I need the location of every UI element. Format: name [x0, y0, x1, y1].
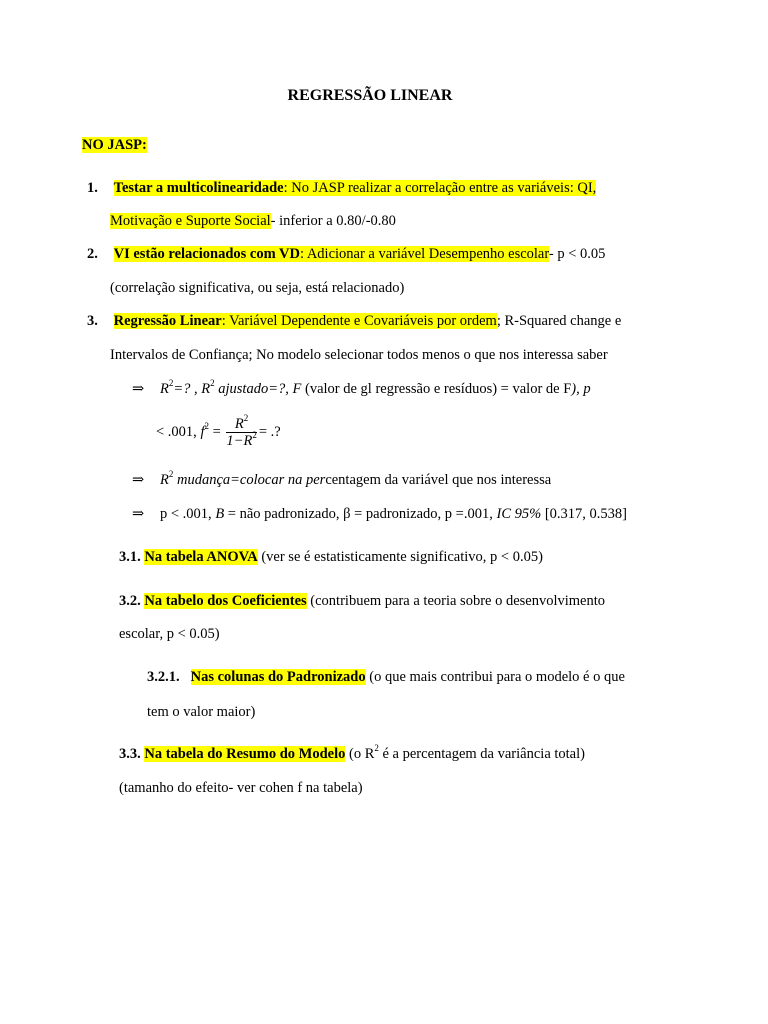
- superscript: 2: [374, 743, 379, 753]
- item-text: : Variável Dependente e Covariáveis por ordem: [221, 313, 497, 329]
- superscript: 2: [210, 378, 215, 388]
- subsection-text: é a percentagem da variância total): [382, 746, 585, 762]
- subsection-text: (ver se é estatisticamente significativo, p < 0.05): [261, 549, 543, 565]
- subsection-3-2-1: [147, 668, 625, 686]
- superscript: 2: [252, 430, 257, 441]
- superscript: 2: [204, 421, 209, 431]
- list-item-3-line2: Intervalos de Confiança; No modelo selecionar todos menos o que nos interessa saber: [110, 347, 608, 363]
- bullet-text: < .001,: [156, 424, 197, 440]
- subsection-number: 3.1.: [119, 549, 141, 565]
- arrow-icon: ⇒: [132, 506, 145, 522]
- bullet-1: [132, 380, 591, 398]
- formula-r: R: [160, 472, 169, 488]
- formula-r: R: [160, 381, 169, 397]
- item-text: - inferior a 0.80/-0.80: [270, 213, 396, 229]
- bullet-text: p < .001,: [160, 506, 212, 522]
- bullet-1-line2: [156, 414, 281, 450]
- bullet-3: [132, 505, 627, 523]
- subsection-3-2-line2: escolar, p < 0.05): [119, 626, 220, 642]
- list-item-3: [87, 312, 621, 330]
- fraction-denominator: 1−R: [226, 433, 253, 450]
- item-number: 1.: [87, 180, 98, 196]
- formula-part: mudança=colocar na per: [176, 472, 326, 488]
- list-item-2-line2: (correlação significativa, ou seja, está relacionado): [110, 280, 405, 296]
- subsection-number: 3.3.: [119, 746, 141, 762]
- bullet-text: centagem da variável que nos interessa: [325, 472, 552, 488]
- subsection-3-3-line2: (tamanho do efeito- ver cohen f na tabela): [119, 780, 363, 796]
- fraction-numerator: R: [234, 416, 244, 433]
- subsection-number: 3.2.: [119, 593, 141, 609]
- subsection-3-2: [119, 592, 605, 610]
- page-title: REGRESSÃO LINEAR: [287, 87, 453, 104]
- arrow-icon: ⇒: [132, 472, 145, 488]
- bullet-text: = .?: [258, 424, 281, 440]
- fraction: [226, 413, 257, 450]
- formula-b: B: [215, 506, 225, 522]
- item-title: Testar a multicolinearidade: [113, 180, 284, 196]
- subsection-text: (o R: [349, 746, 375, 762]
- item-number: 2.: [87, 246, 98, 262]
- formula-part: ajustado=?,: [218, 381, 289, 397]
- subsection-3-2-1-line2: tem o valor maior): [147, 704, 256, 720]
- section-heading-text: NO JASP:: [82, 137, 147, 153]
- formula-ic: IC 95%: [496, 506, 542, 522]
- item-title: VI estão relacionados com VD: [113, 246, 300, 262]
- item-text: Motivação e Suporte Social: [110, 213, 271, 229]
- list-item-2: [87, 245, 605, 263]
- formula-f: f: [200, 424, 205, 440]
- bullet-text: =: [212, 424, 221, 440]
- formula-part: ), p: [571, 381, 591, 397]
- subsection-3-1: [119, 548, 543, 566]
- subsection-text: (o que mais contribui para o modelo é o que: [369, 669, 625, 685]
- subsection-number: 3.2.1.: [147, 669, 180, 685]
- superscript: 2: [243, 413, 249, 424]
- subsection-title: Nas colunas do Padronizado: [190, 669, 366, 685]
- list-item-1: [87, 179, 596, 197]
- subsection-3-3: [119, 745, 585, 763]
- formula-f: F: [292, 381, 302, 397]
- bullet-2: [132, 471, 551, 489]
- subsection-title: Na tabela do Resumo do Modelo: [144, 746, 346, 762]
- bullet-text: = não padronizado, β = padronizado, p =.001,: [227, 506, 493, 522]
- formula-r: R: [201, 381, 211, 397]
- bullet-text: [0.317, 0.538]: [544, 506, 627, 522]
- bullet-text: (valor de gl regressão e resíduos) = valor de F: [305, 381, 572, 397]
- superscript: 2: [168, 378, 174, 388]
- item-number: 3.: [87, 313, 98, 329]
- item-title: Regressão Linear: [113, 313, 222, 329]
- superscript: 2: [168, 469, 174, 479]
- section-heading: [82, 136, 147, 154]
- item-text: : Adicionar a variável Desempenho escolar: [299, 246, 549, 262]
- formula-part: =? ,: [173, 381, 198, 397]
- list-item-1-line2: [110, 212, 396, 230]
- subsection-text: (contribuem para a teoria sobre o desenvolvimento: [310, 593, 606, 609]
- item-text: : No JASP realizar a correlação entre as variáveis: QI,: [283, 180, 597, 196]
- item-text: ; R-Squared change e: [496, 313, 622, 329]
- item-text: - p < 0.05: [548, 246, 606, 262]
- subsection-title: Na tabelo dos Coeficientes: [144, 593, 307, 609]
- subsection-title: Na tabela ANOVA: [144, 549, 258, 565]
- arrow-icon: ⇒: [132, 381, 145, 397]
